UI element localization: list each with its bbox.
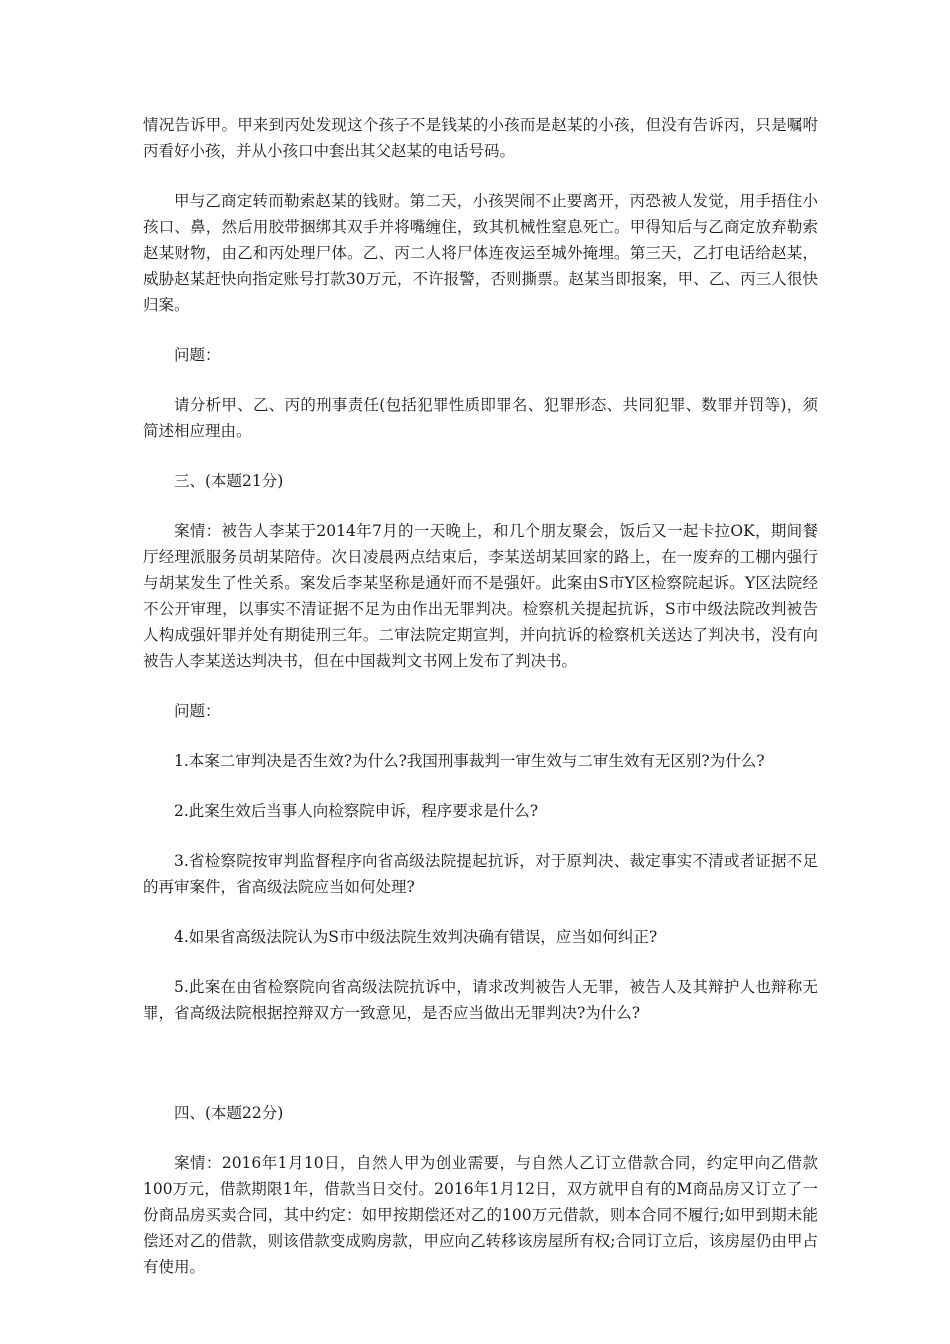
question-item-3: 3.省检察院按审判监督程序向省高级法院提起抗诉，对于原判决、裁定事实不清或者证据不足的再审案件，省高级法院应当如何处理? bbox=[143, 852, 818, 896]
paragraph-question-body: 请分析甲、乙、丙的刑事责任(包括犯罪性质即罪名、犯罪形态、共同犯罪、数罪并罚等)，须简述相应理由。 bbox=[143, 396, 818, 440]
section-heading-three: 三、(本题21分) bbox=[174, 472, 284, 490]
question-item-5: 5.此案在由省检察院向省高级法院抗诉中，请求改判被告人无罪，被告人及其辩护人也辩称无罪，省高级法院根据控辩双方一致意见，是否应当做出无罪判决?为什么? bbox=[143, 978, 818, 1022]
question-item-2: 2.此案生效后当事人向检察院申诉，程序要求是什么? bbox=[174, 802, 539, 820]
question-item-4: 4.如果省高级法院认为S市中级法院生效判决确有错误，应当如何纠正? bbox=[174, 928, 658, 946]
section-heading-four: 四、(本题22分) bbox=[174, 1104, 284, 1122]
paragraph-case-continuation: 情况告诉甲。甲来到丙处发现这个孩子不是钱某的小孩而是赵某的小孩，但没有告诉丙，只是嘱咐丙看好小孩，并从小孩口中套出其父赵某的电话号码。 bbox=[143, 116, 818, 160]
paragraph-question-label-three: 问题： bbox=[174, 702, 221, 720]
paragraph-case-four: 案情：2016年1月10日，自然人甲为创业需要，与自然人乙订立借款合同，约定甲向乙借款100万元，借款期限1年，借款当日交付。2016年1月12日，双方就甲自有的M商品房又订立了一份商品房买卖合同，其中约定：如甲按期偿还对乙的100万元借款，则本合同不履行;如甲到期未能偿还对乙的借款，则该借款变成购房款，甲应向乙转移该房屋所有权;合同订立后，该房屋仍由甲占有使用。 bbox=[143, 1154, 818, 1276]
question-item-1: 1.本案二审判决是否生效?为什么?我国刑事裁判一审生效与二审生效有无区别?为什么? bbox=[174, 752, 765, 770]
paragraph-question-label: 问题： bbox=[174, 346, 221, 364]
paragraph-case-details: 甲与乙商定转而勒索赵某的钱财。第二天，小孩哭闹不止要离开，丙恐被人发觉，用手捂住小孩口、鼻，然后用胶带捆绑其双手并将嘴缠住，致其机械性窒息死亡。甲得知后与乙商定放弃勒索赵某财物，由乙和丙处理尸体。乙、丙二人将尸体连夜运至城外掩埋。第三天，乙打电话给赵某，威胁赵某赶快向指定账号打款30万元，不许报警，否则撕票。赵某当即报案，甲、乙、丙三人很快归案。 bbox=[143, 192, 818, 314]
paragraph-case-three: 案情：被告人李某于2014年7月的一天晚上，和几个朋友聚会，饭后又一起卡拉OK，期间餐厅经理派服务员胡某陪侍。次日凌晨两点结束后，李某送胡某回家的路上，在一废弃的工棚内强行与胡某发生了性关系。案发后李某坚称是通奸而不是强奸。此案由S市Y区检察院起诉。Y区法院经不公开审理，以事实不清证据不足为由作出无罪判决。检察机关提起抗诉，S市中级法院改判被告人构成强奸罪并处有期徒刑三年。二审法院定期宣判，并向抗诉的检察机关送达了判决书，没有向被告人李某送达判决书，但在中国裁判文书网上发布了判决书。 bbox=[143, 522, 818, 670]
document-body bbox=[143, 112, 818, 1304]
